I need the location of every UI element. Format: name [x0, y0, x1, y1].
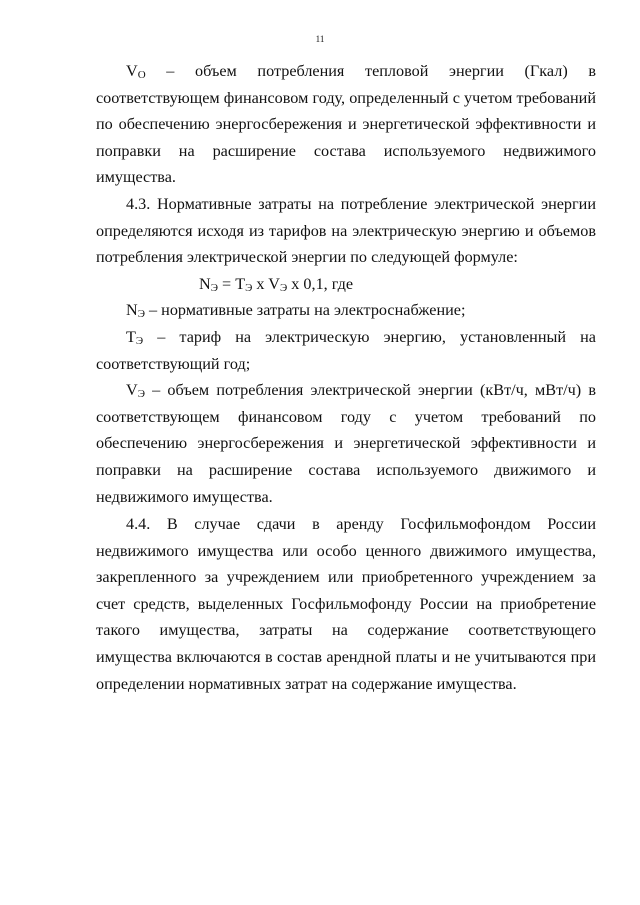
definition-text: – тариф на электрическую энергию, установленный на соответствующий год; — [96, 327, 596, 373]
document-body — [96, 58, 596, 697]
variable-letter: T — [126, 327, 136, 346]
page-number: 11 — [315, 34, 325, 44]
formula-n-subscript: Э — [210, 281, 218, 294]
variable-subscript: Э — [137, 388, 145, 401]
paragraph-vo-definition — [96, 58, 596, 191]
formula-v: V — [268, 274, 280, 293]
paragraph-ne-definition — [96, 297, 596, 324]
formula-electricity-cost — [96, 271, 596, 298]
variable-subscript: Э — [135, 334, 144, 347]
paragraph-ve-definition — [96, 377, 596, 510]
variable-letter: N — [126, 301, 138, 320]
definition-text: – нормативные затраты на электроснабжение; — [144, 301, 466, 320]
formula-t: T — [235, 274, 246, 293]
definition-text: – объем потребления тепловой энергии (Гкал) в соответствующем финансовом году, определенный с учетом требований по обеспечению энергосбережения и энергетической эффективности и поправки на расширение состава используемого недвижимого имущества. — [96, 62, 596, 187]
variable-ne — [126, 301, 145, 319]
formula-rest: x 0,1, где — [287, 274, 354, 293]
formula-t-subscript: Э — [245, 281, 253, 294]
formula-v-subscript: Э — [279, 281, 288, 294]
definition-text: – объем потребления электрической энергии (кВт/ч, мВт/ч) в соответствующем финансовом году с учетом требований по обеспечению энергосбережения и энергетической эффективности и поправки на расширение состава используемого движимого и недвижимого имущества. — [96, 381, 596, 506]
variable-letter: V — [126, 62, 138, 80]
variable-subscript: O — [137, 69, 146, 81]
formula-equals: = — [217, 274, 236, 293]
variable-ve — [126, 381, 145, 399]
paragraph-4-4: 4.4. В случае сдачи в аренду Госфильмофондом России недвижимого имущества или особо ценного движимого имущества, закрепленного за учреждением или приобретенного учреждением за счет средств, выделенных Госфильмофонду России на приобретение такого имущества, затраты на содержание соответствующего имущества включаются в состав арендной платы и не учитываются при определении нормативных затрат на содержание имущества. — [96, 515, 596, 693]
formula-n: N — [199, 274, 211, 293]
variable-subscript: Э — [137, 308, 145, 321]
variable-letter: V — [126, 381, 138, 400]
variable-vo — [126, 62, 146, 80]
formula-times: x — [252, 274, 269, 293]
paragraph-4-3: 4.3. Нормативные затраты на потребление электрической энергии определяются исходя из тарифов на электрическую энергию и объемов потребления электрической энергии по следующей формуле: — [96, 194, 596, 267]
paragraph-te-definition — [96, 324, 596, 377]
variable-te — [126, 328, 143, 346]
